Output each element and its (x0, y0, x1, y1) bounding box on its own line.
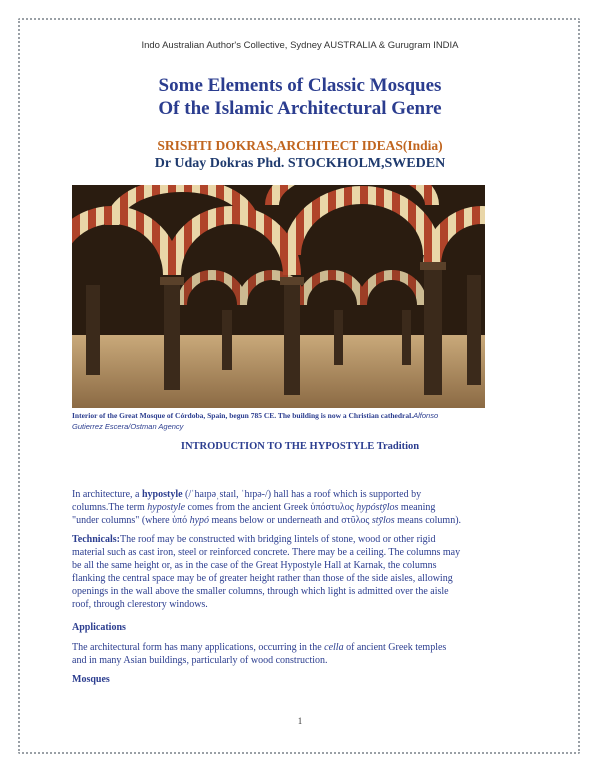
applications-heading: Applications (72, 622, 126, 633)
p3-text-d: and in many Asian buildings, particularly of wood construction. (72, 655, 328, 666)
title-line-1: Some Elements of Classic Mosques (158, 75, 442, 96)
p2-line-5: openings in the wall above the smaller columns, through which light is admitted over the aisle (72, 586, 449, 597)
p1-text-h: meaning (398, 502, 436, 513)
caption-credit-2: Gutierrez Escera/Ostman Agency (72, 422, 184, 431)
title-line-2: Of the Islamic Architectural Genre (158, 98, 442, 119)
figure-caption (72, 410, 528, 432)
p1-term-hypostyle: hypostyle (141, 489, 183, 500)
p1-text-d: columns.The term (72, 502, 148, 513)
mosques-heading: Mosques (72, 674, 110, 685)
p3-text-c: of ancient Greek temples (343, 642, 447, 653)
caption-main: Interior of the Great Mosque of Córdoba, Spain, begun 785 CE. The building is now a Christian cathedral. (72, 411, 414, 420)
paragraph-hypostyle (72, 488, 532, 527)
p3-text-a: The architectural form has many applications, occurring in the (72, 642, 325, 653)
p2-line-1: The roof may be constructed with bridging lintels of stone, wood or other rigid (119, 534, 436, 545)
p2-line-2: material such as cast iron, steel or reinforced concrete. There may be a ceiling. The columns may (72, 547, 461, 558)
p2-line-3: be all the same height or, as in the case of the Great Hypostyle Hall at Karnak, the columns (72, 560, 437, 571)
author-line-1: SRISHTI DOKRAS,ARCHITECT IDEAS(India) (157, 138, 443, 153)
p1-text-i: "under columns" (where ὑπό (72, 515, 190, 526)
paragraph-technicals (72, 533, 532, 611)
caption-credit-1: Alfonso (413, 411, 439, 420)
document-title (0, 74, 600, 120)
p2-line-6: roof, through clerestory windows. (72, 599, 208, 610)
p1-text-a: In architecture, a (72, 489, 142, 500)
p3-italic-cella: cella (324, 642, 344, 653)
technicals-label: Technicals: (72, 534, 120, 545)
header-text: Indo Australian Author's Collective, Sydney AUSTRALIA & Gurugram INDIA (141, 40, 459, 51)
p1-italic-hypo: hypó (189, 515, 210, 526)
p1-text-c: (/ˈhaɪpəˌstaɪl, ˈhɪpə-/) hall has a roof which is supported by (182, 489, 422, 500)
p1-italic-hypostylos: hypóstȳlos (356, 502, 399, 513)
p1-text-m: means column). (394, 515, 462, 526)
p1-text-k: means below or underneath and στῦλος (209, 515, 372, 526)
p1-text-f: comes from the ancient Greek ὑπόστυλος (185, 502, 357, 513)
paragraph-applications (72, 641, 532, 667)
author-line-2: Dr Uday Dokras Phd. STOCKHOLM,SWEDEN (154, 156, 446, 171)
arches-illustration (72, 185, 485, 408)
mosque-interior-photo (72, 185, 485, 408)
p1-italic-stylos: stȳlos (371, 515, 395, 526)
section-heading: INTRODUCTION TO THE HYPOSTYLE Tradition (180, 441, 420, 452)
p2-line-4: flanking the central space may be of greater height rather than those of the side aisles, allowing (72, 573, 453, 584)
p1-italic-hypostyle: hypostyle (147, 502, 186, 513)
page-number: 1 (297, 716, 303, 726)
